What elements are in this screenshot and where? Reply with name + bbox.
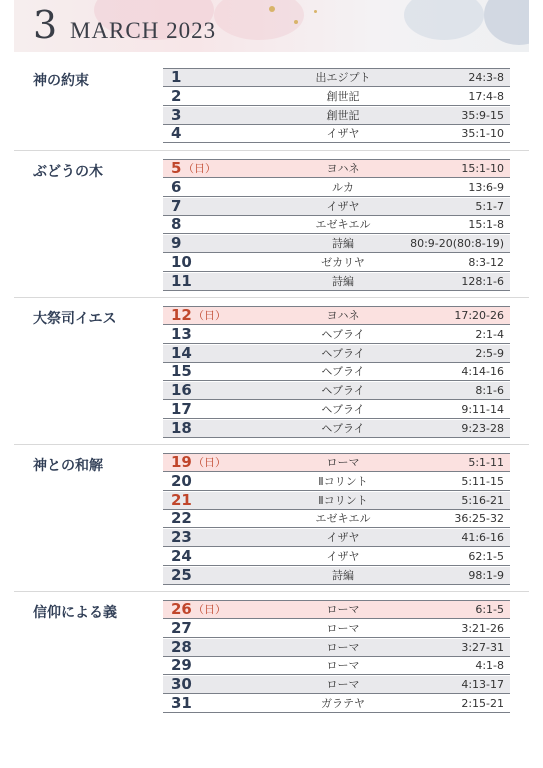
table-row: [163, 326, 510, 344]
day-number: 18: [171, 418, 192, 437]
book-name: ヘブライ: [321, 327, 365, 341]
chapter-verse: 41:6-16: [461, 531, 504, 545]
day-number: 25: [171, 565, 192, 584]
table-row: [163, 307, 510, 325]
table-row: [163, 529, 510, 547]
day-number: 30: [171, 675, 192, 694]
day-number: 16: [171, 381, 192, 400]
chapter-verse: 4:14-16: [461, 365, 504, 379]
book-name: 詩編: [332, 568, 354, 582]
gold-dots-decoration: [269, 6, 275, 12]
chapter-verse: 6:1-5: [475, 603, 504, 616]
chapter-verse: 4:13-17: [461, 678, 504, 692]
chapter-verse: 15:1-10: [461, 162, 504, 175]
table-row: [163, 473, 510, 491]
month-year-title: MARCH 2023: [70, 18, 217, 43]
day-number: 22: [171, 509, 192, 528]
chapter-verse: 128:1-6: [461, 274, 504, 288]
day-number: 14: [171, 343, 192, 362]
day-number: 1: [171, 68, 182, 86]
book-name: ローマ: [326, 640, 360, 654]
table-row: [163, 567, 510, 585]
chapter-verse: 36:25-32: [454, 512, 504, 526]
book-name: ゼカリヤ: [321, 256, 365, 269]
floral-decoration: [484, 0, 529, 45]
table-row: [163, 548, 510, 566]
section-title: 神との和解: [33, 458, 103, 474]
day-number: 23: [171, 528, 192, 547]
book-name: ヘブライ: [321, 365, 365, 379]
table-row: [163, 492, 510, 510]
table-row: [163, 382, 510, 400]
chapter-verse: 5:1-11: [468, 456, 504, 469]
day-number: 15: [171, 362, 192, 381]
table-row: [163, 88, 510, 106]
table-row: [163, 235, 510, 253]
table-row: [163, 69, 510, 87]
table-row: [163, 657, 510, 675]
day-number: 31: [171, 694, 192, 712]
section-title: 大祭司イエス: [33, 311, 117, 327]
chapter-verse: 8:3-12: [468, 256, 504, 269]
sunday-marker: （日）: [193, 309, 226, 322]
chapter-verse: 80:9-20(80:8-19): [410, 237, 504, 251]
book-name: ローマ: [326, 456, 360, 469]
gold-dots-decoration: [294, 20, 298, 24]
section-divider: [14, 150, 529, 151]
day-number: 11: [171, 271, 192, 290]
book-name: ローマ: [326, 659, 360, 673]
table-row: [163, 639, 510, 657]
sunday-marker: （日）: [193, 456, 226, 469]
day-number: 29: [171, 656, 192, 675]
table-row: [163, 125, 510, 143]
table-row: [163, 107, 510, 125]
book-name: ローマ: [326, 603, 360, 616]
book-name: 詩編: [332, 237, 354, 251]
chapter-verse: 24:3-8: [468, 71, 504, 84]
gold-dots-decoration: [314, 10, 317, 13]
chapter-verse: 35:1-10: [461, 127, 504, 141]
day-number: 27: [171, 618, 192, 637]
book-name: ヘブライ: [321, 346, 365, 360]
chapter-verse: 8:1-6: [475, 384, 504, 398]
day-number: 4: [171, 124, 182, 143]
chapter-verse: 17:20-26: [454, 309, 504, 322]
book-name: Ⅱコリント: [318, 493, 368, 507]
table-row: [163, 254, 510, 272]
book-name: イザヤ: [326, 199, 360, 213]
day-number: 20: [171, 471, 192, 490]
table-row: [163, 454, 510, 472]
table-row: [163, 420, 510, 438]
chapter-verse: 15:1-8: [468, 218, 504, 232]
day-number: 2: [171, 86, 182, 105]
floral-decoration: [214, 0, 304, 40]
day-number: 8: [171, 215, 182, 234]
table-row: [163, 510, 510, 528]
section-divider: [14, 591, 529, 592]
book-name: 創世記: [326, 89, 360, 103]
chapter-verse: 2:1-4: [475, 327, 504, 341]
table-row: [163, 695, 510, 713]
day-number: 7: [171, 196, 182, 215]
section-divider: [14, 297, 529, 298]
day-number: 3: [171, 105, 182, 124]
chapter-verse: 9:23-28: [461, 421, 504, 435]
chapter-verse: 5:1-7: [475, 199, 504, 213]
day-number: 28: [171, 637, 192, 656]
table-row: [163, 676, 510, 694]
chapter-verse: 9:11-14: [461, 403, 504, 416]
chapter-verse: 98:1-9: [468, 568, 504, 582]
chapter-verse: 3:21-26: [461, 621, 504, 635]
book-name: ローマ: [326, 678, 360, 692]
section-divider: [14, 444, 529, 445]
section-title: 神の約束: [33, 73, 89, 89]
book-name: ヘブライ: [321, 421, 365, 435]
table-row: [163, 160, 510, 178]
chapter-verse: 35:9-15: [461, 108, 504, 122]
book-name: エゼキエル: [315, 512, 371, 526]
day-number: 13: [171, 324, 192, 343]
book-name: イザヤ: [326, 127, 360, 141]
table-row: [163, 601, 510, 619]
table-row: [163, 363, 510, 381]
day-number: 26: [171, 600, 192, 618]
book-name: Ⅱコリント: [318, 474, 368, 488]
book-name: ローマ: [326, 621, 360, 635]
chapter-verse: 2:5-9: [475, 346, 504, 360]
book-name: イザヤ: [326, 550, 360, 563]
day-number: 9: [171, 234, 182, 253]
table-row: [163, 179, 510, 197]
book-name: 詩編: [332, 274, 354, 288]
book-name: ヨハネ: [326, 162, 360, 175]
table-row: [163, 273, 510, 291]
book-name: 出エジプト: [315, 71, 371, 84]
table-row: [163, 198, 510, 216]
table-row: [163, 345, 510, 363]
table-row: [163, 401, 510, 419]
chapter-verse: 2:15-21: [461, 697, 504, 710]
floral-decoration: [404, 0, 484, 40]
day-number: 24: [171, 547, 192, 565]
book-name: ヘブライ: [321, 403, 365, 416]
table-row: [163, 216, 510, 234]
day-number: 5: [171, 159, 182, 177]
table-row: [163, 620, 510, 638]
chapter-verse: 13:6-9: [468, 180, 504, 194]
section-title: 信仰による義: [33, 605, 117, 621]
day-number: 6: [171, 177, 182, 196]
book-name: イザヤ: [326, 531, 360, 545]
book-name: エゼキエル: [315, 218, 371, 232]
month-number: 3: [33, 3, 58, 47]
book-name: ヨハネ: [326, 309, 360, 322]
day-number: 10: [171, 253, 192, 271]
chapter-verse: 17:4-8: [468, 89, 504, 103]
book-name: ヘブライ: [321, 384, 365, 398]
day-number: 12: [171, 306, 192, 324]
chapter-verse: 5:11-15: [461, 474, 504, 488]
chapter-verse: 5:16-21: [461, 493, 504, 507]
day-number: 17: [171, 400, 192, 418]
sunday-marker: （日）: [183, 162, 216, 175]
chapter-verse: 4:1-8: [475, 659, 504, 673]
day-number: 21: [171, 490, 192, 509]
chapter-verse: 62:1-5: [468, 550, 504, 563]
day-number: 19: [171, 453, 192, 471]
sunday-marker: （日）: [193, 603, 226, 616]
book-name: ガラテヤ: [321, 697, 365, 710]
section-title: ぶどうの木: [33, 164, 103, 180]
chapter-verse: 3:27-31: [461, 640, 504, 654]
book-name: ルカ: [332, 180, 354, 194]
book-name: 創世記: [326, 108, 360, 122]
